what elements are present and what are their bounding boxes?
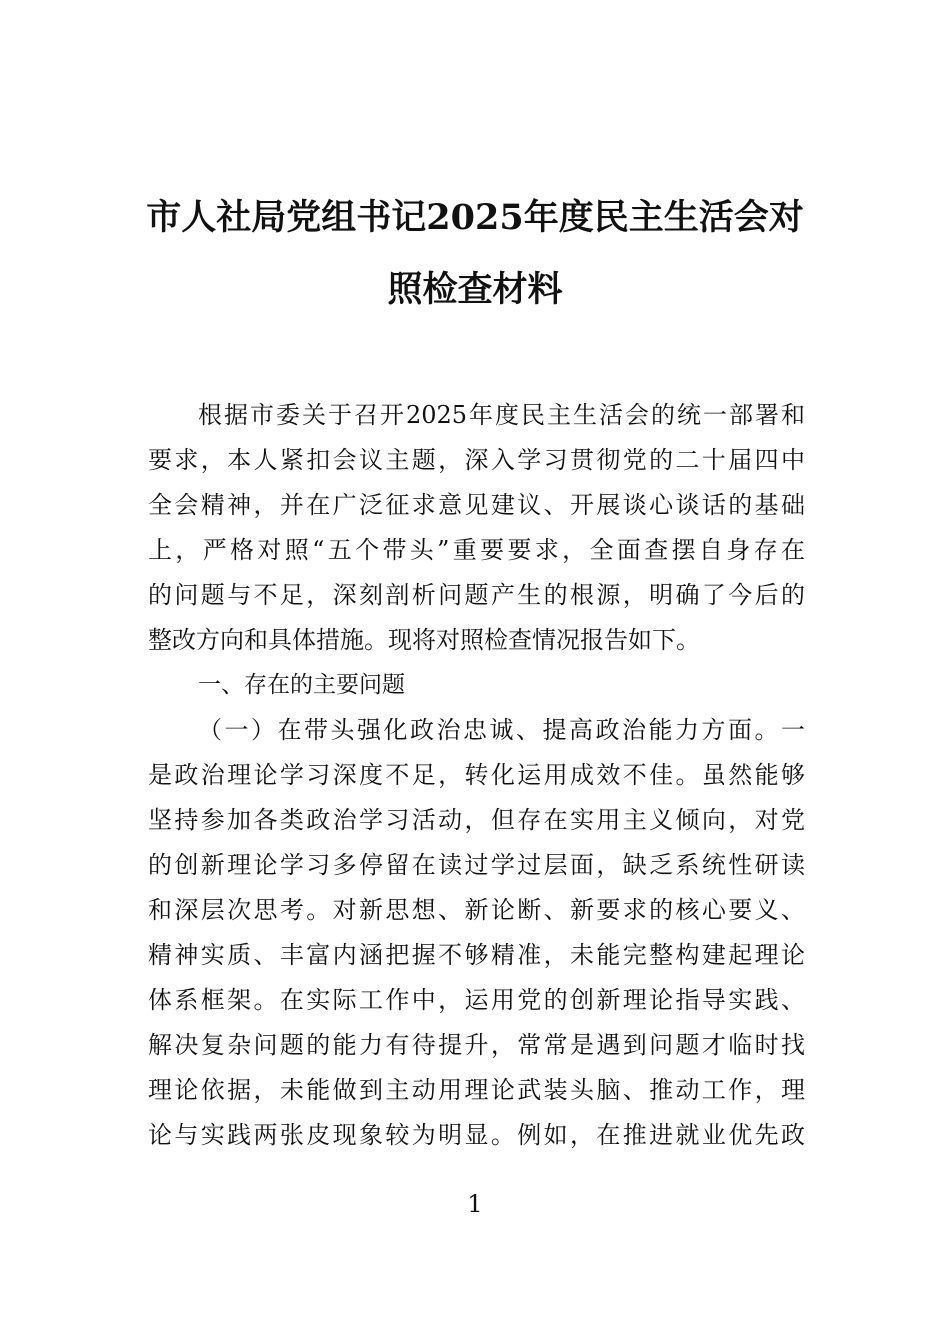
- document-title-line-2: 照检查材料: [387, 269, 563, 310]
- body-line: 是政治理论学习深度不足，转化运用成效不佳。虽然能够: [148, 761, 805, 789]
- intro-line: 整改方向和具体措施。现将对照检查情况报告如下。: [148, 626, 700, 654]
- intro-line: 上，严格对照“五个带头”重要要求，全面查摆自身存在: [148, 536, 805, 564]
- section-heading: 一、存在的主要问题: [198, 672, 405, 698]
- body-line: 理论依据，未能做到主动用理论武装头脑、推动工作，理: [148, 1076, 805, 1104]
- body-line: 解决复杂问题的能力有待提升，常常是遇到问题才临时找: [148, 1031, 805, 1059]
- body-line: 精神实质、丰富内涵把握不够精准，未能完整构建起理论: [148, 941, 805, 969]
- body-line: 的创新理论学习多停留在读过学过层面，缺乏系统性研读: [148, 851, 805, 879]
- document-title-line-1: 市人社局党组书记2025年度民主生活会对: [146, 197, 804, 238]
- body-line: （一）在带头强化政治忠诚、提高政治能力方面。一: [198, 716, 805, 744]
- page-number: 1: [467, 1190, 483, 1218]
- body-line: 论与实践两张皮现象较为明显。例如，在推进就业优先政: [148, 1121, 805, 1149]
- body-line: 体系框架。在实际工作中，运用党的创新理论指导实践、: [148, 986, 805, 1014]
- body-line: 和深层次思考。对新思想、新论断、新要求的核心要义、: [148, 896, 805, 924]
- intro-line: 的问题与不足，深刻剖析问题产生的根源，明确了今后的: [148, 581, 805, 609]
- intro-line: 全会精神，并在广泛征求意见建议、开展谈心谈话的基础: [148, 491, 805, 519]
- body-line: 坚持参加各类政治学习活动，但存在实用主义倾向，对党: [148, 806, 805, 834]
- intro-line: 要求，本人紧扣会议主题，深入学习贯彻党的二十届四中: [148, 446, 805, 474]
- intro-line: 根据市委关于召开2025年度民主生活会的统一部署和: [198, 401, 805, 429]
